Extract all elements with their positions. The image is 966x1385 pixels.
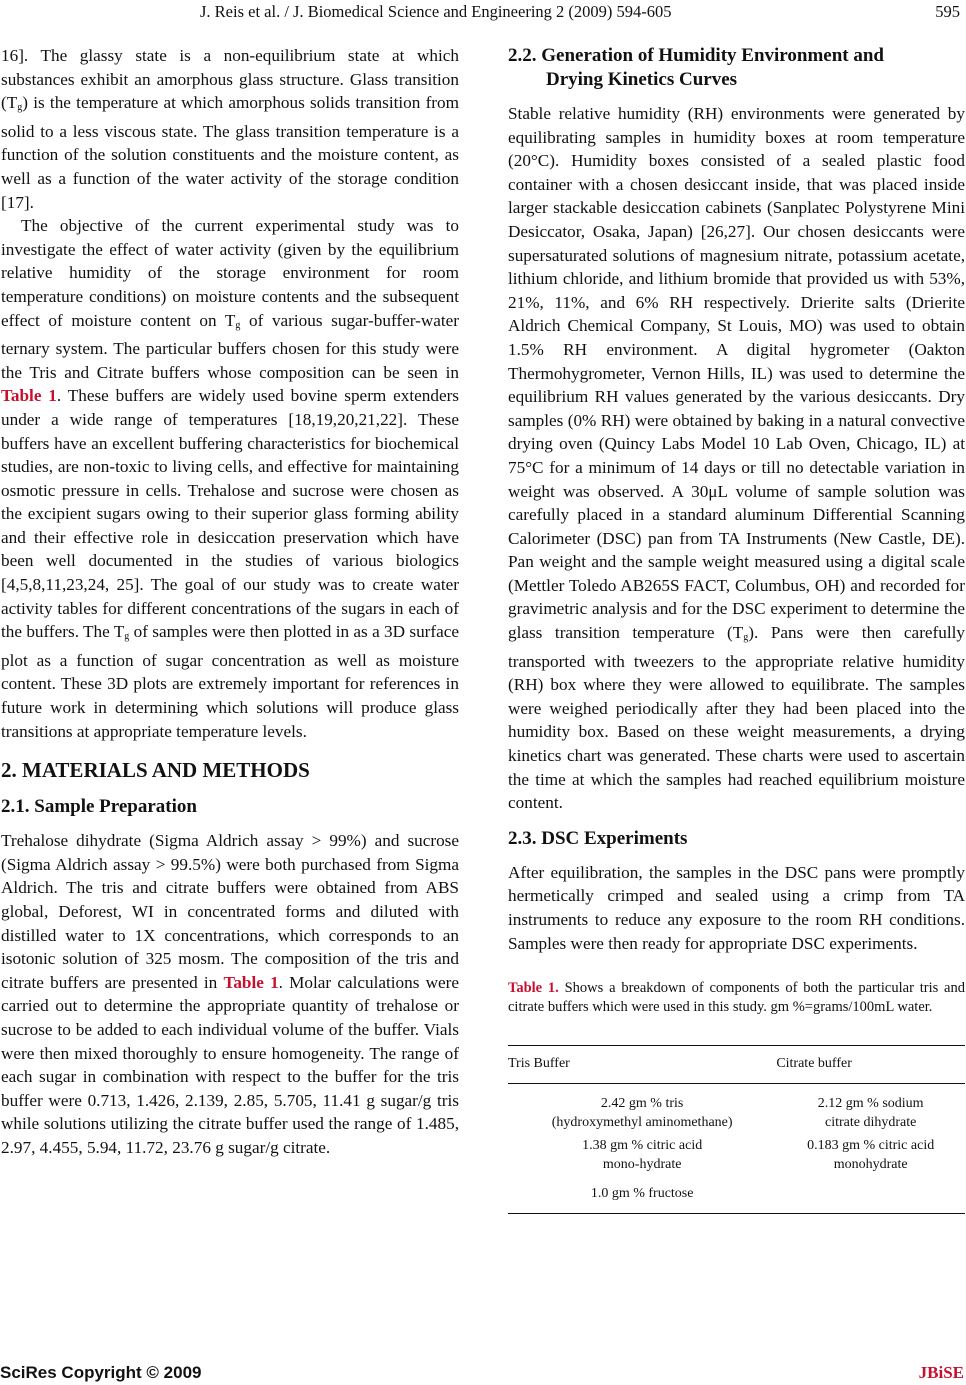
- section-heading-humidity-environment: 2.2. Generation of Humidity Environment and Drying Kinetics Curves: [508, 45, 884, 90]
- page-number: 595: [935, 2, 960, 21]
- table-header-citrate: Citrate buffer: [776, 1046, 965, 1084]
- table-cell-tris: 2.42 gm % tris (hydroxymethyl aminomethane) 1.38 gm % citric acid mono-hydrate 1.0 gm % fructose: [508, 1084, 776, 1214]
- table-cell-citrate: 2.12 gm % sodium citrate dihydrate 0.183 gm % citric acid monohydrate: [776, 1084, 965, 1214]
- table-caption: Table 1. Shows a breakdown of components of both the particular tris and citrate buffers which were used in this study. gm %=grams/100mL water.: [508, 980, 965, 1016]
- running-title: J. Reis et al. / J. Biomedical Science and Engineering 2 (2009) 594-605: [200, 2, 672, 21]
- paragraph-dsc-experiments: After equilibration, the samples in the DSC pans were promptly hermetically crimped and sealed using a crimp from TA instruments to reduce any exposure to the room RH conditions. Samples were then ready for appropriate DSC experiments.: [508, 862, 965, 953]
- paragraph-objective: The objective of the current experimental study was to investigate the effect of water activity (given by the equilibrium relative humidity of the storage environment for room temperature conditions) on moisture contents and the subsequent effect of moisture content on $T_g$ of various sugar-buffer-water ternary system. The particular buffers chosen for this study were the Tris and Citrate buffers whose composition can be seen in Table 1. These buffers are widely used bovine sperm extenders under a wide range of temperatures [18,19,20,21,22]. These buffers have an excellent buffering characteristics for biochemical studies, are non-toxic to living cells, and effective for maintaining osmotic pressure in cells. Trehalose and sucrose were chosen as the excipient sugars owing to their superior glass forming ability and their effective role in desiccation preservation which have been well documented in the studies of various biologics [4,5,8,11,23,24, 25]. The goal of our study was to create water activity tables for different concentrations of the sugars in each of the buffers. The $T_g$ of samples were then plotted in as a 3D surface plot as a function of sugar concentration as well as moisture content. These 3D plots are extremely important for references in future work in determining which solutions will produce glass transitions at appropriate temperature levels.: [1, 216, 460, 741]
- section-heading-sample-preparation: 2.1. Sample Preparation: [1, 796, 197, 818]
- paragraph-humidity-environment: Stable relative humidity (RH) environments were generated by equilibrating samples in humidity boxes at room temperature (20°C). Humidity boxes consisted of a sealed plastic food container with a chosen desiccant inside, that was placed inside larger stackable desiccation cabinets (Sanplatec Polystyrene Mini Desiccator, Osaka, Japan) [26,27]. Our chosen desiccants were supersaturated solutions of magnesium nitrate, potassium acetate, lithium chloride, and lithium bromide that provided us with 53%, 21%, 11%, and 6% RH respectively. Drierite salts (Drierite Aldrich Chemical Company, St Louis, MO) was used to obtain 1.5% RH environment. A digital hygrometer (Oakton Thermohygrometer, Vernon Hills, IL) was used to determine the equilibrium RH values generated by the various desiccants. Dry samples (0% RH) were obtained by baking in a natural convective drying oven (Quincy Labs Model 10 Lab Oven, Chicago, IL) at 75°C for a minimum of 14 days or till no detectable variation in weight was observed. A 30μL volume of sample solution was carefully placed in a standard aluminum Differential Scanning Calorimeter (DSC) pan from TA Instruments (New Castle, DE). Pan weight and the sample weight measured using a digital scale (Mettler Toledo AB265S FACT, Columbus, OH) and recorded for gravimetric analysis and for the DSC experiment to determine the glass transition temperature $(T_g)$. Pans were then carefully transported with tweezers to the appropriate relative humidity (RH) box where they were allowed to equilibrate. The samples were weighed periodically after they had been placed into the humidity box. Based on these weight measurements, a drying kinetics chart was generated. These charts were used to ascertain the time at which the samples had reached equilibrium moisture content.: [508, 104, 966, 813]
- table-1-link[interactable]: Table 1: [223, 972, 279, 992]
- paragraph-sample-preparation: Trehalose dihydrate (Sigma Aldrich assay > 99%) and sucrose (Sigma Aldrich assay > 99.5%) were both purchased from Sigma Aldrich. The tris and citrate buffers were obtained from ABS global, Deforest, WI in concentrated forms and diluted with distilled water to 1X concentrations, which corresponds to an isotonic solution of 325 mosm. The composition of the tris and citrate buffers are presented in Table 1. Molar calculations were carried out to determine the appropriate quantity of trehalose or sucrose to be added to each individual volume of the buffer. Vials were then mixed thoroughly to ensure homogeneity. The range of each sugar in combination with respect to the buffer for the tris buffer were 0.713, 1.426, 2.139, 2.85, 5.705, 11.41 g sugar/g tris while solutions utilizing the citrate buffer used the range of 1.485, 2.97, 4.455, 5.94, 11.72, 23.76 g sugar/g citrate.: [1, 831, 460, 1157]
- section-heading-dsc-experiments: 2.3. DSC Experiments: [508, 827, 688, 849]
- left-column: [1, 44, 459, 1160]
- footer-copyright: SciRes Copyright © 2009: [0, 1363, 202, 1382]
- table-1: [508, 1045, 965, 1214]
- footer-journal: JBiSE: [918, 1363, 964, 1382]
- right-column: [508, 44, 965, 1214]
- table-header-tris: Tris Buffer: [508, 1046, 776, 1084]
- table-1-link[interactable]: Table 1: [1, 386, 57, 406]
- running-header: [0, 0, 966, 30]
- section-heading-materials-methods: 2. MATERIALS AND METHODS: [1, 758, 310, 783]
- paragraph-glassy-state: 16]. The glassy state is a non-equilibrium state at which substances exhibit an amorphous glass structure. Glass transition $(T_g)$ is the temperature at which amorphous solids transition from solid to a less viscous state. The glass transition temperature is a function of the solution constituents and the moisture content, as well as a function of the water activity of the storage condition [17].: [1, 46, 459, 212]
